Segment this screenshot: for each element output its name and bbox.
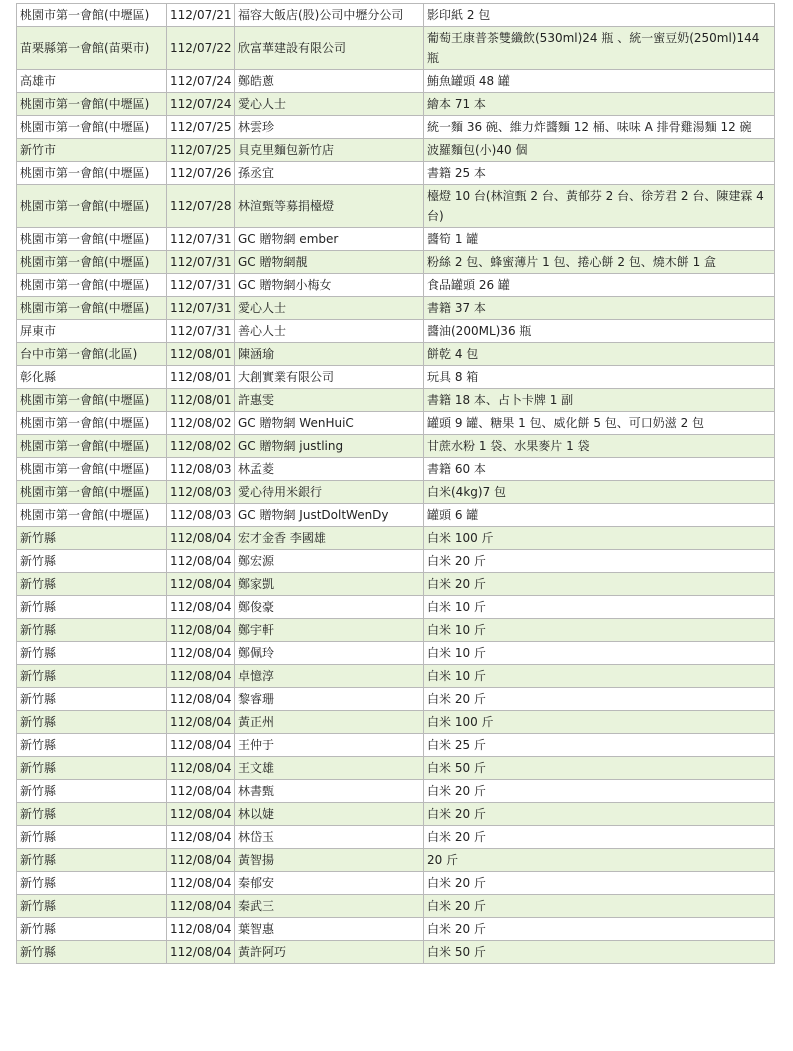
donation-date-cell: 112/08/04 xyxy=(167,596,235,619)
table-row xyxy=(17,389,775,412)
donor-name-cell: 林孟菱 xyxy=(235,458,424,481)
donor-name-cell: 鄭皓蔥 xyxy=(235,70,424,93)
donated-item-cell: 20 斤 xyxy=(424,849,775,872)
donation-location-cell: 桃園市第一會館(中壢區) xyxy=(17,412,167,435)
donation-date-cell: 112/08/02 xyxy=(167,435,235,458)
donation-date-cell: 112/07/26 xyxy=(167,162,235,185)
table-row xyxy=(17,780,775,803)
donated-item-cell: 葡萄王康普茶雙纖飲(530ml)24 瓶 、統一蜜豆奶(250ml)144 瓶 xyxy=(424,27,775,70)
donated-item-cell: 餅乾 4 包 xyxy=(424,343,775,366)
table-row xyxy=(17,320,775,343)
table-row xyxy=(17,162,775,185)
donated-item-cell: 罐頭 9 罐、糖果 1 包、威化餅 5 包、可口奶滋 2 包 xyxy=(424,412,775,435)
donated-item-cell: 白米 20 斤 xyxy=(424,872,775,895)
table-row xyxy=(17,366,775,389)
donation-date-cell: 112/07/28 xyxy=(167,185,235,228)
table-row xyxy=(17,343,775,366)
donation-location-cell: 新竹縣 xyxy=(17,757,167,780)
donated-item-cell: 食品罐頭 26 罐 xyxy=(424,274,775,297)
donated-item-cell: 白米 10 斤 xyxy=(424,596,775,619)
donation-list xyxy=(16,3,775,964)
donor-name-cell: GC 贈物網小梅女 xyxy=(235,274,424,297)
donation-date-cell: 112/07/31 xyxy=(167,274,235,297)
donated-item-cell: 白米(4kg)7 包 xyxy=(424,481,775,504)
table-row xyxy=(17,757,775,780)
donor-name-cell: 孫丞宜 xyxy=(235,162,424,185)
donation-location-cell: 桃園市第一會館(中壢區) xyxy=(17,389,167,412)
donor-name-cell: GC 贈物網靚 xyxy=(235,251,424,274)
donation-location-cell: 新竹縣 xyxy=(17,734,167,757)
donated-item-cell: 甘蔗水粉 1 袋、水果麥片 1 袋 xyxy=(424,435,775,458)
donated-item-cell: 書籍 18 本、占卜卡牌 1 副 xyxy=(424,389,775,412)
donation-date-cell: 112/07/22 xyxy=(167,27,235,70)
donor-name-cell: GC 贈物網 justling xyxy=(235,435,424,458)
table-row xyxy=(17,550,775,573)
table-row xyxy=(17,504,775,527)
donation-date-cell: 112/08/04 xyxy=(167,826,235,849)
donation-location-cell: 新竹縣 xyxy=(17,642,167,665)
donation-location-cell: 桃園市第一會館(中壢區) xyxy=(17,185,167,228)
donated-item-cell: 白米 20 斤 xyxy=(424,803,775,826)
donated-item-cell: 白米 20 斤 xyxy=(424,895,775,918)
donation-location-cell: 新竹縣 xyxy=(17,527,167,550)
donated-item-cell: 白米 20 斤 xyxy=(424,573,775,596)
table-row xyxy=(17,918,775,941)
donor-name-cell: 黃許阿巧 xyxy=(235,941,424,964)
table-row xyxy=(17,435,775,458)
donation-date-cell: 112/08/04 xyxy=(167,734,235,757)
donor-name-cell: 林以婕 xyxy=(235,803,424,826)
donor-name-cell: 陳涵瑜 xyxy=(235,343,424,366)
donated-item-cell: 醬筍 1 罐 xyxy=(424,228,775,251)
donation-date-cell: 112/08/04 xyxy=(167,941,235,964)
donation-location-cell: 桃園市第一會館(中壢區) xyxy=(17,274,167,297)
donation-location-cell: 桃園市第一會館(中壢區) xyxy=(17,297,167,320)
donor-name-cell: 愛心人士 xyxy=(235,93,424,116)
table-row xyxy=(17,251,775,274)
donated-item-cell: 白米 20 斤 xyxy=(424,826,775,849)
donation-location-cell: 新竹縣 xyxy=(17,849,167,872)
donor-name-cell: 黃智揚 xyxy=(235,849,424,872)
donation-location-cell: 桃園市第一會館(中壢區) xyxy=(17,162,167,185)
donated-item-cell: 鮪魚罐頭 48 罐 xyxy=(424,70,775,93)
table-row xyxy=(17,185,775,228)
donor-name-cell: 鄭宇軒 xyxy=(235,619,424,642)
donated-item-cell: 白米 25 斤 xyxy=(424,734,775,757)
donated-item-cell: 白米 10 斤 xyxy=(424,642,775,665)
donated-item-cell: 醬油(200ML)36 瓶 xyxy=(424,320,775,343)
table-row xyxy=(17,4,775,27)
donated-item-cell: 白米 10 斤 xyxy=(424,619,775,642)
donor-name-cell: 愛心待用米銀行 xyxy=(235,481,424,504)
donation-date-cell: 112/08/04 xyxy=(167,550,235,573)
donation-date-cell: 112/08/04 xyxy=(167,757,235,780)
donated-item-cell: 統一麵 36 碗、維力炸醬麵 12 桶、味味 A 排骨雞湯麵 12 碗 xyxy=(424,116,775,139)
table-row xyxy=(17,27,775,70)
donation-location-cell: 桃園市第一會館(中壢區) xyxy=(17,228,167,251)
donated-item-cell: 白米 100 斤 xyxy=(424,711,775,734)
donated-item-cell: 白米 20 斤 xyxy=(424,550,775,573)
table-row xyxy=(17,596,775,619)
donation-date-cell: 112/08/03 xyxy=(167,458,235,481)
donation-date-cell: 112/08/01 xyxy=(167,389,235,412)
donation-location-cell: 新竹縣 xyxy=(17,803,167,826)
donor-name-cell: 黃正州 xyxy=(235,711,424,734)
table-row xyxy=(17,688,775,711)
donor-name-cell: 王文雄 xyxy=(235,757,424,780)
donated-item-cell: 繪本 71 本 xyxy=(424,93,775,116)
donor-name-cell: 鄭家凱 xyxy=(235,573,424,596)
table-row xyxy=(17,274,775,297)
donation-date-cell: 112/07/31 xyxy=(167,228,235,251)
donation-date-cell: 112/08/03 xyxy=(167,504,235,527)
donor-name-cell: 貝克里麵包新竹店 xyxy=(235,139,424,162)
donor-name-cell: 大創實業有限公司 xyxy=(235,366,424,389)
donor-name-cell: 宏才金香 李國雄 xyxy=(235,527,424,550)
donation-date-cell: 112/07/31 xyxy=(167,320,235,343)
table-row xyxy=(17,297,775,320)
table-row xyxy=(17,826,775,849)
donated-item-cell: 粉絲 2 包、蜂蜜薄片 1 包、捲心餅 2 包、燒木餅 1 盒 xyxy=(424,251,775,274)
donation-date-cell: 112/08/04 xyxy=(167,619,235,642)
donation-date-cell: 112/08/04 xyxy=(167,895,235,918)
donation-date-cell: 112/08/04 xyxy=(167,803,235,826)
donated-item-cell: 白米 50 斤 xyxy=(424,941,775,964)
donation-date-cell: 112/08/04 xyxy=(167,665,235,688)
donation-location-cell: 台中市第一會館(北區) xyxy=(17,343,167,366)
table-row xyxy=(17,941,775,964)
donation-date-cell: 112/08/04 xyxy=(167,711,235,734)
donor-name-cell: 王仲于 xyxy=(235,734,424,757)
table-row xyxy=(17,481,775,504)
table-row xyxy=(17,665,775,688)
table-row xyxy=(17,139,775,162)
donated-item-cell: 罐頭 6 罐 xyxy=(424,504,775,527)
donated-item-cell: 影印紙 2 包 xyxy=(424,4,775,27)
donation-location-cell: 新竹縣 xyxy=(17,619,167,642)
donation-location-cell: 彰化縣 xyxy=(17,366,167,389)
donation-date-cell: 112/08/04 xyxy=(167,573,235,596)
donor-name-cell: GC 贈物網 WenHuiC xyxy=(235,412,424,435)
donor-name-cell: 林岱玉 xyxy=(235,826,424,849)
donation-location-cell: 新竹縣 xyxy=(17,872,167,895)
donation-date-cell: 112/08/01 xyxy=(167,343,235,366)
donor-name-cell: 愛心人士 xyxy=(235,297,424,320)
donation-date-cell: 112/07/21 xyxy=(167,4,235,27)
donation-date-cell: 112/08/04 xyxy=(167,527,235,550)
table-row xyxy=(17,573,775,596)
donated-item-cell: 檯燈 10 台(林渲甄 2 台、黃郁芬 2 台、徐芳君 2 台、陳建霖 4 台) xyxy=(424,185,775,228)
donation-date-cell: 112/07/31 xyxy=(167,297,235,320)
donation-date-cell: 112/08/02 xyxy=(167,412,235,435)
donation-date-cell: 112/07/24 xyxy=(167,93,235,116)
donated-item-cell: 書籍 25 本 xyxy=(424,162,775,185)
donor-name-cell: 黎睿珊 xyxy=(235,688,424,711)
donation-date-cell: 112/07/25 xyxy=(167,139,235,162)
donation-location-cell: 新竹縣 xyxy=(17,596,167,619)
table-row xyxy=(17,642,775,665)
donation-location-cell: 桃園市第一會館(中壢區) xyxy=(17,504,167,527)
table-row xyxy=(17,228,775,251)
donor-name-cell: 欣富華建設有限公司 xyxy=(235,27,424,70)
donated-item-cell: 書籍 37 本 xyxy=(424,297,775,320)
donation-location-cell: 桃園市第一會館(中壢區) xyxy=(17,93,167,116)
donor-name-cell: GC 贈物網 JustDoltWenDy xyxy=(235,504,424,527)
donation-date-cell: 112/08/01 xyxy=(167,366,235,389)
donor-name-cell: 鄭宏源 xyxy=(235,550,424,573)
donation-location-cell: 新竹縣 xyxy=(17,826,167,849)
table-row xyxy=(17,619,775,642)
donation-location-cell: 新竹縣 xyxy=(17,550,167,573)
donation-location-cell: 桃園市第一會館(中壢區) xyxy=(17,481,167,504)
donated-item-cell: 白米 20 斤 xyxy=(424,780,775,803)
table-row xyxy=(17,70,775,93)
table-row xyxy=(17,803,775,826)
donation-date-cell: 112/08/04 xyxy=(167,642,235,665)
donor-name-cell: 葉智惠 xyxy=(235,918,424,941)
donation-date-cell: 112/08/04 xyxy=(167,688,235,711)
donated-item-cell: 白米 100 斤 xyxy=(424,527,775,550)
donor-name-cell: 林書甄 xyxy=(235,780,424,803)
donation-table-body xyxy=(17,4,775,964)
donation-date-cell: 112/08/03 xyxy=(167,481,235,504)
donation-location-cell: 屏東市 xyxy=(17,320,167,343)
table-row xyxy=(17,116,775,139)
donation-date-cell: 112/08/04 xyxy=(167,780,235,803)
table-row xyxy=(17,458,775,481)
donation-date-cell: 112/08/04 xyxy=(167,918,235,941)
donation-location-cell: 桃園市第一會館(中壢區) xyxy=(17,435,167,458)
donation-location-cell: 桃園市第一會館(中壢區) xyxy=(17,116,167,139)
donation-location-cell: 桃園市第一會館(中壢區) xyxy=(17,4,167,27)
table-row xyxy=(17,412,775,435)
donation-date-cell: 112/07/25 xyxy=(167,116,235,139)
donated-item-cell: 波羅麵包(小)40 個 xyxy=(424,139,775,162)
donation-location-cell: 新竹縣 xyxy=(17,665,167,688)
table-row xyxy=(17,527,775,550)
donation-location-cell: 新竹縣 xyxy=(17,573,167,596)
donated-item-cell: 白米 10 斤 xyxy=(424,665,775,688)
donor-name-cell: 善心人士 xyxy=(235,320,424,343)
table-row xyxy=(17,872,775,895)
table-row xyxy=(17,93,775,116)
donation-location-cell: 新竹縣 xyxy=(17,688,167,711)
donation-date-cell: 112/08/04 xyxy=(167,872,235,895)
donor-name-cell: 林雲珍 xyxy=(235,116,424,139)
donated-item-cell: 白米 50 斤 xyxy=(424,757,775,780)
donor-name-cell: 秦郁安 xyxy=(235,872,424,895)
donation-location-cell: 新竹市 xyxy=(17,139,167,162)
donation-location-cell: 苗栗縣第一會館(苗栗市) xyxy=(17,27,167,70)
table-row xyxy=(17,895,775,918)
donation-location-cell: 新竹縣 xyxy=(17,918,167,941)
donated-item-cell: 白米 20 斤 xyxy=(424,688,775,711)
donated-item-cell: 玩具 8 箱 xyxy=(424,366,775,389)
donation-location-cell: 高雄市 xyxy=(17,70,167,93)
donor-name-cell: 卓憶淳 xyxy=(235,665,424,688)
donation-table xyxy=(16,3,775,964)
donor-name-cell: 林渲甄等募捐檯燈 xyxy=(235,185,424,228)
donation-location-cell: 桃園市第一會館(中壢區) xyxy=(17,458,167,481)
donor-name-cell: 鄭佩玲 xyxy=(235,642,424,665)
donated-item-cell: 書籍 60 本 xyxy=(424,458,775,481)
donation-date-cell: 112/07/31 xyxy=(167,251,235,274)
donation-date-cell: 112/08/04 xyxy=(167,849,235,872)
donor-name-cell: 許惠雯 xyxy=(235,389,424,412)
donation-location-cell: 新竹縣 xyxy=(17,780,167,803)
donor-name-cell: GC 贈物網 ember xyxy=(235,228,424,251)
table-row xyxy=(17,849,775,872)
table-row xyxy=(17,711,775,734)
donor-name-cell: 鄭俊豪 xyxy=(235,596,424,619)
donation-date-cell: 112/07/24 xyxy=(167,70,235,93)
table-row xyxy=(17,734,775,757)
donation-location-cell: 新竹縣 xyxy=(17,941,167,964)
donor-name-cell: 福容大飯店(股)公司中壢分公司 xyxy=(235,4,424,27)
donated-item-cell: 白米 20 斤 xyxy=(424,918,775,941)
donation-location-cell: 新竹縣 xyxy=(17,711,167,734)
donation-location-cell: 桃園市第一會館(中壢區) xyxy=(17,251,167,274)
donor-name-cell: 秦武三 xyxy=(235,895,424,918)
donation-location-cell: 新竹縣 xyxy=(17,895,167,918)
